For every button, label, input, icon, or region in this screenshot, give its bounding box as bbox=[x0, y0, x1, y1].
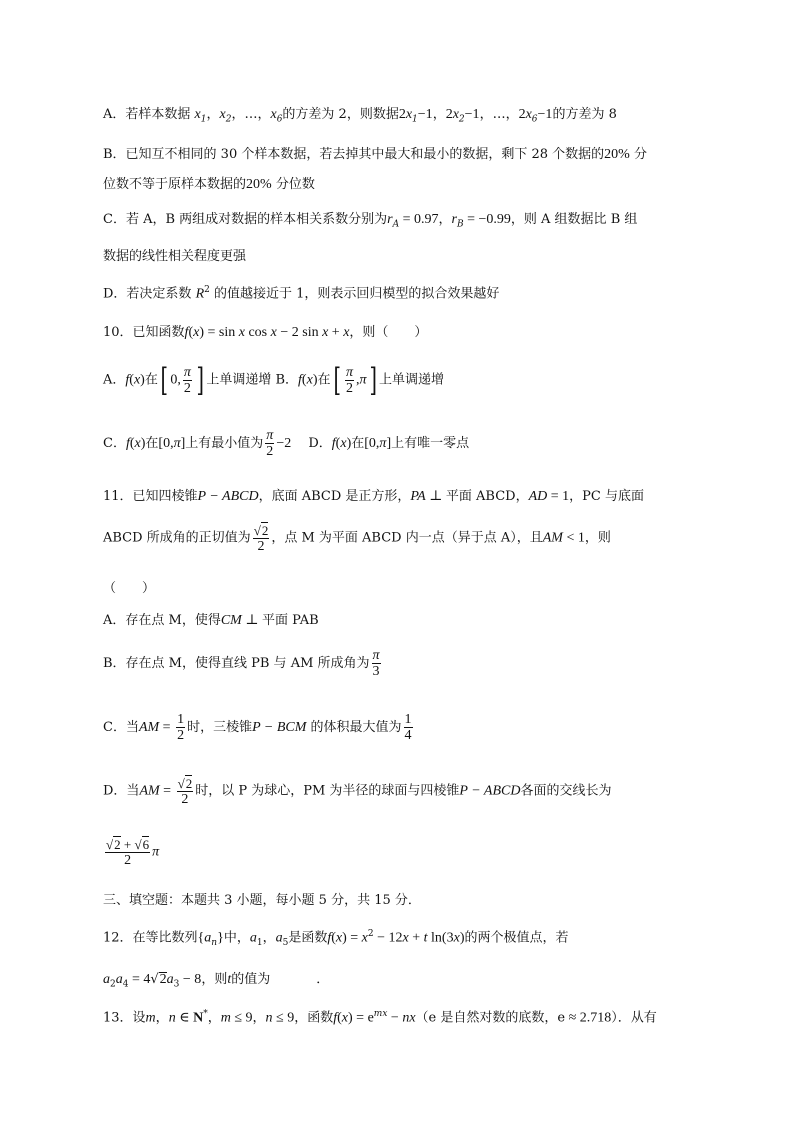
q10-options-cd: C．f(x)在[0,π]上有最小值为 $\frac{\pi}{2}$ −2 D．f(x)在[0,π]上有唯一零点 bbox=[103, 428, 470, 459]
q10-options-ab: A．f(x)在[ 0, $\frac{\pi}{2}$ ] 上单调递增 B．f(x)在[ $\frac{\pi}{2}$ ,π] 上单调递增 bbox=[103, 361, 445, 399]
q9-option-c-line1: C．若 A，B 两组成对数据的样本相关系数分别为$r_A = 0.97$，$r_B = -0.99$，则 A 组数据比 B 组 bbox=[103, 212, 638, 230]
q9-option-c-line2: 数据的线性相关程度更强 bbox=[103, 249, 247, 264]
q12-line1: 12．在等比数列$\{a_n\}$中，$a_1$，$a_5$是函数$f(x) = x^2 - 12x + t$ ln(3x)的两个极值点，若 bbox=[103, 929, 569, 948]
q13-line1: 13．设m，n ∈ N*，m ≤ 9，n ≤ 9，函数$f(x) = e^{mx} - nx(e$ 是自然对数的底数，e ≈ 2.718）．从有 bbox=[103, 1009, 657, 1026]
q9-option-b-line1: B．已知互不相同的 30 个样本数据，若去掉其中最大和最小的数据，剩下 28 个数据的20% 分 bbox=[103, 147, 647, 162]
q11-option-a: A．存在点 M，使得CM ⊥ 平面 PAB bbox=[103, 613, 319, 628]
q11-option-d-line2: $\frac{√2 + √6}{2}$ π bbox=[106, 837, 160, 868]
q12-line2: $a_2a_4 = 4√2a_3 - 8$，则t的值为 ． bbox=[103, 972, 330, 990]
q11-stem-line3: （ ） bbox=[103, 581, 156, 596]
q10-stem: 10．已知函数f(x) = sin x cos x − 2 sin x + x，则（ ） bbox=[103, 325, 428, 340]
q9-option-d: D．若决定系数 $R^2$ 的值越接近于 1，则表示回归模型的拟合效果越好 bbox=[103, 285, 500, 302]
q11-option-b: B．存在点 M，使得直线 PB 与 AM 所成角为 $\frac{\pi}{3}$ bbox=[103, 648, 380, 679]
q9-option-a: A．若样本数据 $x_1$，$x_2$，…，$x_6$的方差为 2，则数据$2x_1-1$，$2x_2-1$，…，$2x_6-1$的方差为 8 bbox=[103, 107, 617, 125]
q11-option-d-line1: D．当AM = $\frac{√2}{2}$ 时，以 P 为球心，PM 为半径的球面与四棱锥P − ABCD各面的交线长为 bbox=[103, 776, 612, 807]
q11-option-c: C．当AM = $\frac{1}{2}$ 时，三棱锥P − BCM 的体积最大值为 $\frac{1}{4}$ bbox=[103, 712, 412, 743]
q11-stem-line2: ABCD 所成角的正切值为 $\frac{√2}{2}$ ，点 M 为平面 ABCD 内一点（异于点 A），且AM < 1，则 bbox=[103, 523, 611, 554]
q9-option-b-line2: 位数不等于原样本数据的20% 分位数 bbox=[103, 177, 315, 192]
section-3-heading: 三、填空题：本题共 3 小题，每小题 5 分，共 15 分． bbox=[103, 893, 421, 908]
q11-stem-line1: 11．已知四棱锥P − ABCD，底面 ABCD 是正方形，PA ⊥ 平面 ABCD，AD = 1，PC 与底面 bbox=[103, 489, 644, 504]
